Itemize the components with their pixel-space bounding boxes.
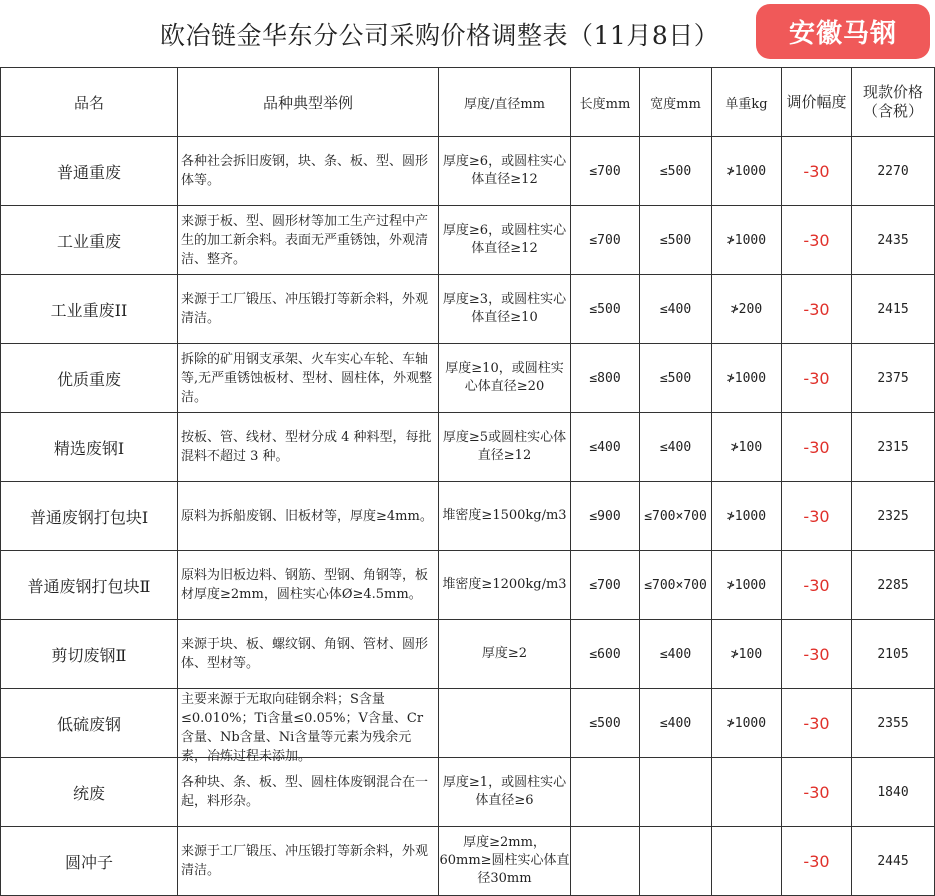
- row-weight-text: ≯1000: [726, 163, 767, 179]
- row-thickness: [439, 482, 571, 551]
- table-row: [1, 827, 935, 896]
- row-thickness-text: 厚度≥2: [481, 646, 528, 661]
- row-width: [640, 827, 712, 896]
- row-length-text: ≤500: [589, 301, 621, 317]
- row-weight: [712, 827, 782, 896]
- row-desc: [178, 137, 439, 206]
- row-length-text: ≤900: [589, 508, 621, 524]
- row-price: [852, 758, 935, 827]
- row-name-text: 普通废钢打包块Ⅱ: [27, 576, 151, 596]
- row-desc-text: 各种块、条、板、型、圆柱体废钢混合在一起，料形杂。: [181, 775, 429, 809]
- row-thickness-text: 厚度≥3，或圆柱实心体直径≥10: [442, 292, 567, 325]
- row-weight: [712, 551, 782, 620]
- row-adjust: [782, 620, 852, 689]
- row-price: [852, 827, 935, 896]
- row-thickness: [439, 206, 571, 275]
- table-row: [1, 620, 935, 689]
- row-price: [852, 482, 935, 551]
- row-weight-text: ≯1000: [726, 577, 767, 593]
- row-adjust: [782, 758, 852, 827]
- row-price: [852, 137, 935, 206]
- row-length: [571, 482, 640, 551]
- row-thickness: [439, 344, 571, 413]
- row-weight: [712, 137, 782, 206]
- row-width-text: ≤400: [659, 439, 692, 455]
- row-length-text: ≤600: [589, 646, 621, 662]
- row-length: [571, 620, 640, 689]
- row-desc-text: 来源于板、型、圆形材等加工生产过程中产生的加工新余料。表面无严重锈蚀，外观清洁、整齐。: [181, 213, 429, 267]
- row-width: [640, 551, 712, 620]
- row-desc: [178, 413, 439, 482]
- row-weight: [712, 206, 782, 275]
- row-name-text: 工业重废II: [50, 300, 128, 320]
- row-desc: [178, 620, 439, 689]
- row-desc: [178, 344, 439, 413]
- row-weight-text: ≯100: [730, 439, 763, 455]
- row-name: [1, 551, 178, 620]
- row-desc-text: 来源于块、板、螺纹钢、角钢、管材、圆形体、型材等。: [181, 637, 429, 671]
- row-price-text: 2415: [877, 301, 909, 317]
- row-desc-text: 各种社会拆旧废钢，块、条、板、型、圆形体等。: [181, 154, 429, 188]
- row-desc-text: 拆除的矿用钢支承架、火车实心车轮、车轴等,无严重锈蚀板材、型材、圆柱体，外观整洁。: [181, 351, 433, 405]
- row-length: [571, 827, 640, 896]
- row-adjust: [782, 137, 852, 206]
- row-name-text: 低硫废钢: [56, 714, 121, 734]
- row-thickness: [439, 827, 571, 896]
- row-adjust-text: -30: [803, 575, 830, 595]
- row-price-text: 2445: [877, 853, 909, 869]
- table-row: [1, 275, 935, 344]
- row-desc: [178, 551, 439, 620]
- row-thickness-text: 堆密度≥1500kg/m3: [442, 508, 567, 523]
- table-row: [1, 551, 935, 620]
- row-name: [1, 206, 178, 275]
- row-name-text: 统废: [72, 783, 105, 803]
- row-width: [640, 620, 712, 689]
- row-price-text: 2325: [877, 508, 909, 524]
- row-adjust-text: -30: [803, 230, 830, 250]
- row-name: [1, 137, 178, 206]
- row-price-text: 2105: [877, 646, 909, 662]
- header-length: 长度mm: [571, 68, 640, 137]
- watermark-badge: 安徽马钢: [756, 4, 930, 59]
- row-width-text: ≤400: [659, 301, 692, 317]
- row-desc-text: 原料为拆船废钢、旧板材等，厚度≥4mm。: [181, 508, 433, 524]
- header-row: [1, 68, 935, 137]
- row-desc: [178, 482, 439, 551]
- row-price: [852, 689, 935, 758]
- row-length: [571, 206, 640, 275]
- row-width-text: ≤500: [659, 370, 692, 386]
- row-length: [571, 551, 640, 620]
- row-name-text: 圆冲子: [64, 852, 113, 872]
- row-thickness: [439, 620, 571, 689]
- row-weight: [712, 689, 782, 758]
- row-adjust-text: -30: [803, 851, 830, 871]
- row-thickness-text: 厚度≥1，或圆柱实心体直径≥6: [442, 775, 567, 808]
- row-adjust-text: -30: [803, 713, 830, 733]
- row-thickness-text: 厚度≥6，或圆柱实心体直径≥12: [442, 154, 567, 187]
- row-adjust-text: -30: [803, 437, 830, 457]
- row-adjust-text: -30: [803, 368, 830, 388]
- row-weight: [712, 344, 782, 413]
- row-width: [640, 206, 712, 275]
- row-width: [640, 275, 712, 344]
- row-desc: [178, 206, 439, 275]
- table-row: [1, 758, 935, 827]
- row-adjust-text: -30: [803, 644, 830, 664]
- row-adjust: [782, 206, 852, 275]
- table-row: [1, 689, 935, 758]
- row-width-text: ≤400: [659, 646, 692, 662]
- row-length: [571, 137, 640, 206]
- row-thickness-text: 厚度≥2mm，60mm≥圆柱实心体直径30mm: [439, 835, 570, 886]
- row-name-text: 精选废钢Ⅰ: [53, 438, 125, 458]
- row-adjust: [782, 551, 852, 620]
- header-weight: 单重kg: [712, 68, 782, 137]
- row-desc: [178, 275, 439, 344]
- row-desc-text: 来源于工厂锻压、冲压锻打等新余料，外观清洁。: [181, 844, 429, 878]
- row-price: [852, 206, 935, 275]
- row-desc-text: 来源于工厂锻压、冲压锻打等新余料，外观清洁。: [181, 292, 429, 326]
- row-name-text: 普通重废: [56, 162, 121, 182]
- row-thickness-text: 堆密度≥1200kg/m3: [442, 577, 567, 592]
- row-length: [571, 689, 640, 758]
- table-row: [1, 413, 935, 482]
- row-length-text: ≤800: [589, 370, 621, 386]
- row-name: [1, 344, 178, 413]
- row-adjust: [782, 482, 852, 551]
- row-name: [1, 827, 178, 896]
- row-adjust-text: -30: [803, 782, 830, 802]
- row-width-text: ≤700×700: [644, 508, 707, 524]
- row-length-text: ≤400: [589, 439, 621, 455]
- row-weight-text: ≯1000: [726, 715, 767, 731]
- title-bar: [0, 0, 934, 67]
- header-adjust: 调价幅度: [782, 68, 852, 137]
- row-width-text: ≤500: [659, 232, 692, 248]
- row-price-text: 2355: [877, 715, 909, 731]
- row-thickness: [439, 137, 571, 206]
- row-length-text: ≤700: [589, 232, 621, 248]
- row-adjust: [782, 689, 852, 758]
- row-weight-text: ≯1000: [726, 508, 767, 524]
- row-desc-text: 原料为旧板边料、钢筋、型钢、角钢等，板材厚度≥2mm，圆柱实心体Ø≥4.5mm。: [181, 568, 429, 602]
- row-width: [640, 413, 712, 482]
- row-thickness-text: 厚度≥10，或圆柱实心体直径≥20: [445, 361, 564, 394]
- page-title: 欧冶链金华东分公司采购价格调整表（11月8日）: [160, 21, 720, 50]
- row-price: [852, 344, 935, 413]
- row-thickness: [439, 551, 571, 620]
- row-price-text: 1840: [877, 784, 909, 800]
- row-adjust-text: -30: [803, 506, 830, 526]
- row-name: [1, 689, 178, 758]
- header-name: 品名: [1, 68, 178, 137]
- row-name-text: 普通废钢打包块Ⅰ: [29, 507, 149, 527]
- row-weight: [712, 482, 782, 551]
- row-thickness-text: 厚度≥5或圆柱实心体直径≥12: [442, 430, 567, 463]
- header-width: 宽度mm: [640, 68, 712, 137]
- row-width: [640, 482, 712, 551]
- row-weight: [712, 758, 782, 827]
- table-row: [1, 137, 935, 206]
- header-desc: 品种典型举例: [178, 68, 439, 137]
- row-name-text: 工业重废: [56, 231, 121, 251]
- row-length: [571, 344, 640, 413]
- row-adjust: [782, 344, 852, 413]
- row-price-text: 2375: [877, 370, 909, 386]
- row-weight-text: ≯1000: [726, 370, 767, 386]
- row-thickness: [439, 275, 571, 344]
- row-weight: [712, 413, 782, 482]
- row-length: [571, 413, 640, 482]
- row-price-text: 2270: [877, 163, 909, 179]
- row-price-text: 2315: [877, 439, 909, 455]
- row-length: [571, 758, 640, 827]
- row-width-text: ≤500: [659, 163, 692, 179]
- row-price: [852, 551, 935, 620]
- row-price: [852, 413, 935, 482]
- row-price-text: 2435: [877, 232, 909, 248]
- row-length-text: ≤700: [589, 163, 621, 179]
- row-thickness: [439, 758, 571, 827]
- row-desc-text: 主要来源于无取向硅钢余料；S含量≤0.010%；Ti含量≤0.05%；V含量、Cr含量、Nb含量、Ni含量等元素为残余元素，冶炼过程未添加。: [181, 692, 424, 764]
- row-length-text: ≤700: [589, 577, 621, 593]
- row-length: [571, 275, 640, 344]
- row-name-text: 剪切废钢Ⅱ: [51, 645, 127, 665]
- row-price-text: 2285: [877, 577, 909, 593]
- row-adjust: [782, 275, 852, 344]
- table-row: [1, 344, 935, 413]
- row-name: [1, 758, 178, 827]
- row-name: [1, 620, 178, 689]
- row-thickness: [439, 413, 571, 482]
- row-desc: [178, 758, 439, 827]
- row-price: [852, 275, 935, 344]
- row-name: [1, 413, 178, 482]
- row-width-text: ≤400: [659, 715, 692, 731]
- row-weight: [712, 620, 782, 689]
- row-weight-text: ≯200: [730, 301, 763, 317]
- header-price: 现款价格（含税）: [852, 68, 935, 137]
- row-adjust-text: -30: [803, 299, 830, 319]
- row-desc: [178, 827, 439, 896]
- row-price: [852, 620, 935, 689]
- row-name-text: 优质重废: [56, 369, 121, 389]
- table-row: [1, 206, 935, 275]
- row-length-text: ≤500: [589, 715, 621, 731]
- row-width-text: ≤700×700: [644, 577, 707, 593]
- row-weight-text: ≯1000: [726, 232, 767, 248]
- price-table: [0, 67, 935, 896]
- row-width: [640, 344, 712, 413]
- row-thickness: [439, 689, 571, 758]
- row-desc-text: 按板、管、线材、型材分成 4 种料型，每批混料不超过 3 种。: [181, 430, 432, 464]
- row-width: [640, 758, 712, 827]
- row-adjust: [782, 827, 852, 896]
- row-width: [640, 689, 712, 758]
- row-width: [640, 137, 712, 206]
- row-name: [1, 275, 178, 344]
- row-name: [1, 482, 178, 551]
- row-adjust: [782, 413, 852, 482]
- row-weight: [712, 275, 782, 344]
- row-desc: [178, 689, 439, 764]
- header-thickness: 厚度/直径mm: [439, 68, 571, 137]
- table-row: [1, 482, 935, 551]
- row-adjust-text: -30: [803, 161, 830, 181]
- row-weight-text: ≯100: [730, 646, 763, 662]
- row-thickness-text: 厚度≥6，或圆柱实心体直径≥12: [442, 223, 567, 256]
